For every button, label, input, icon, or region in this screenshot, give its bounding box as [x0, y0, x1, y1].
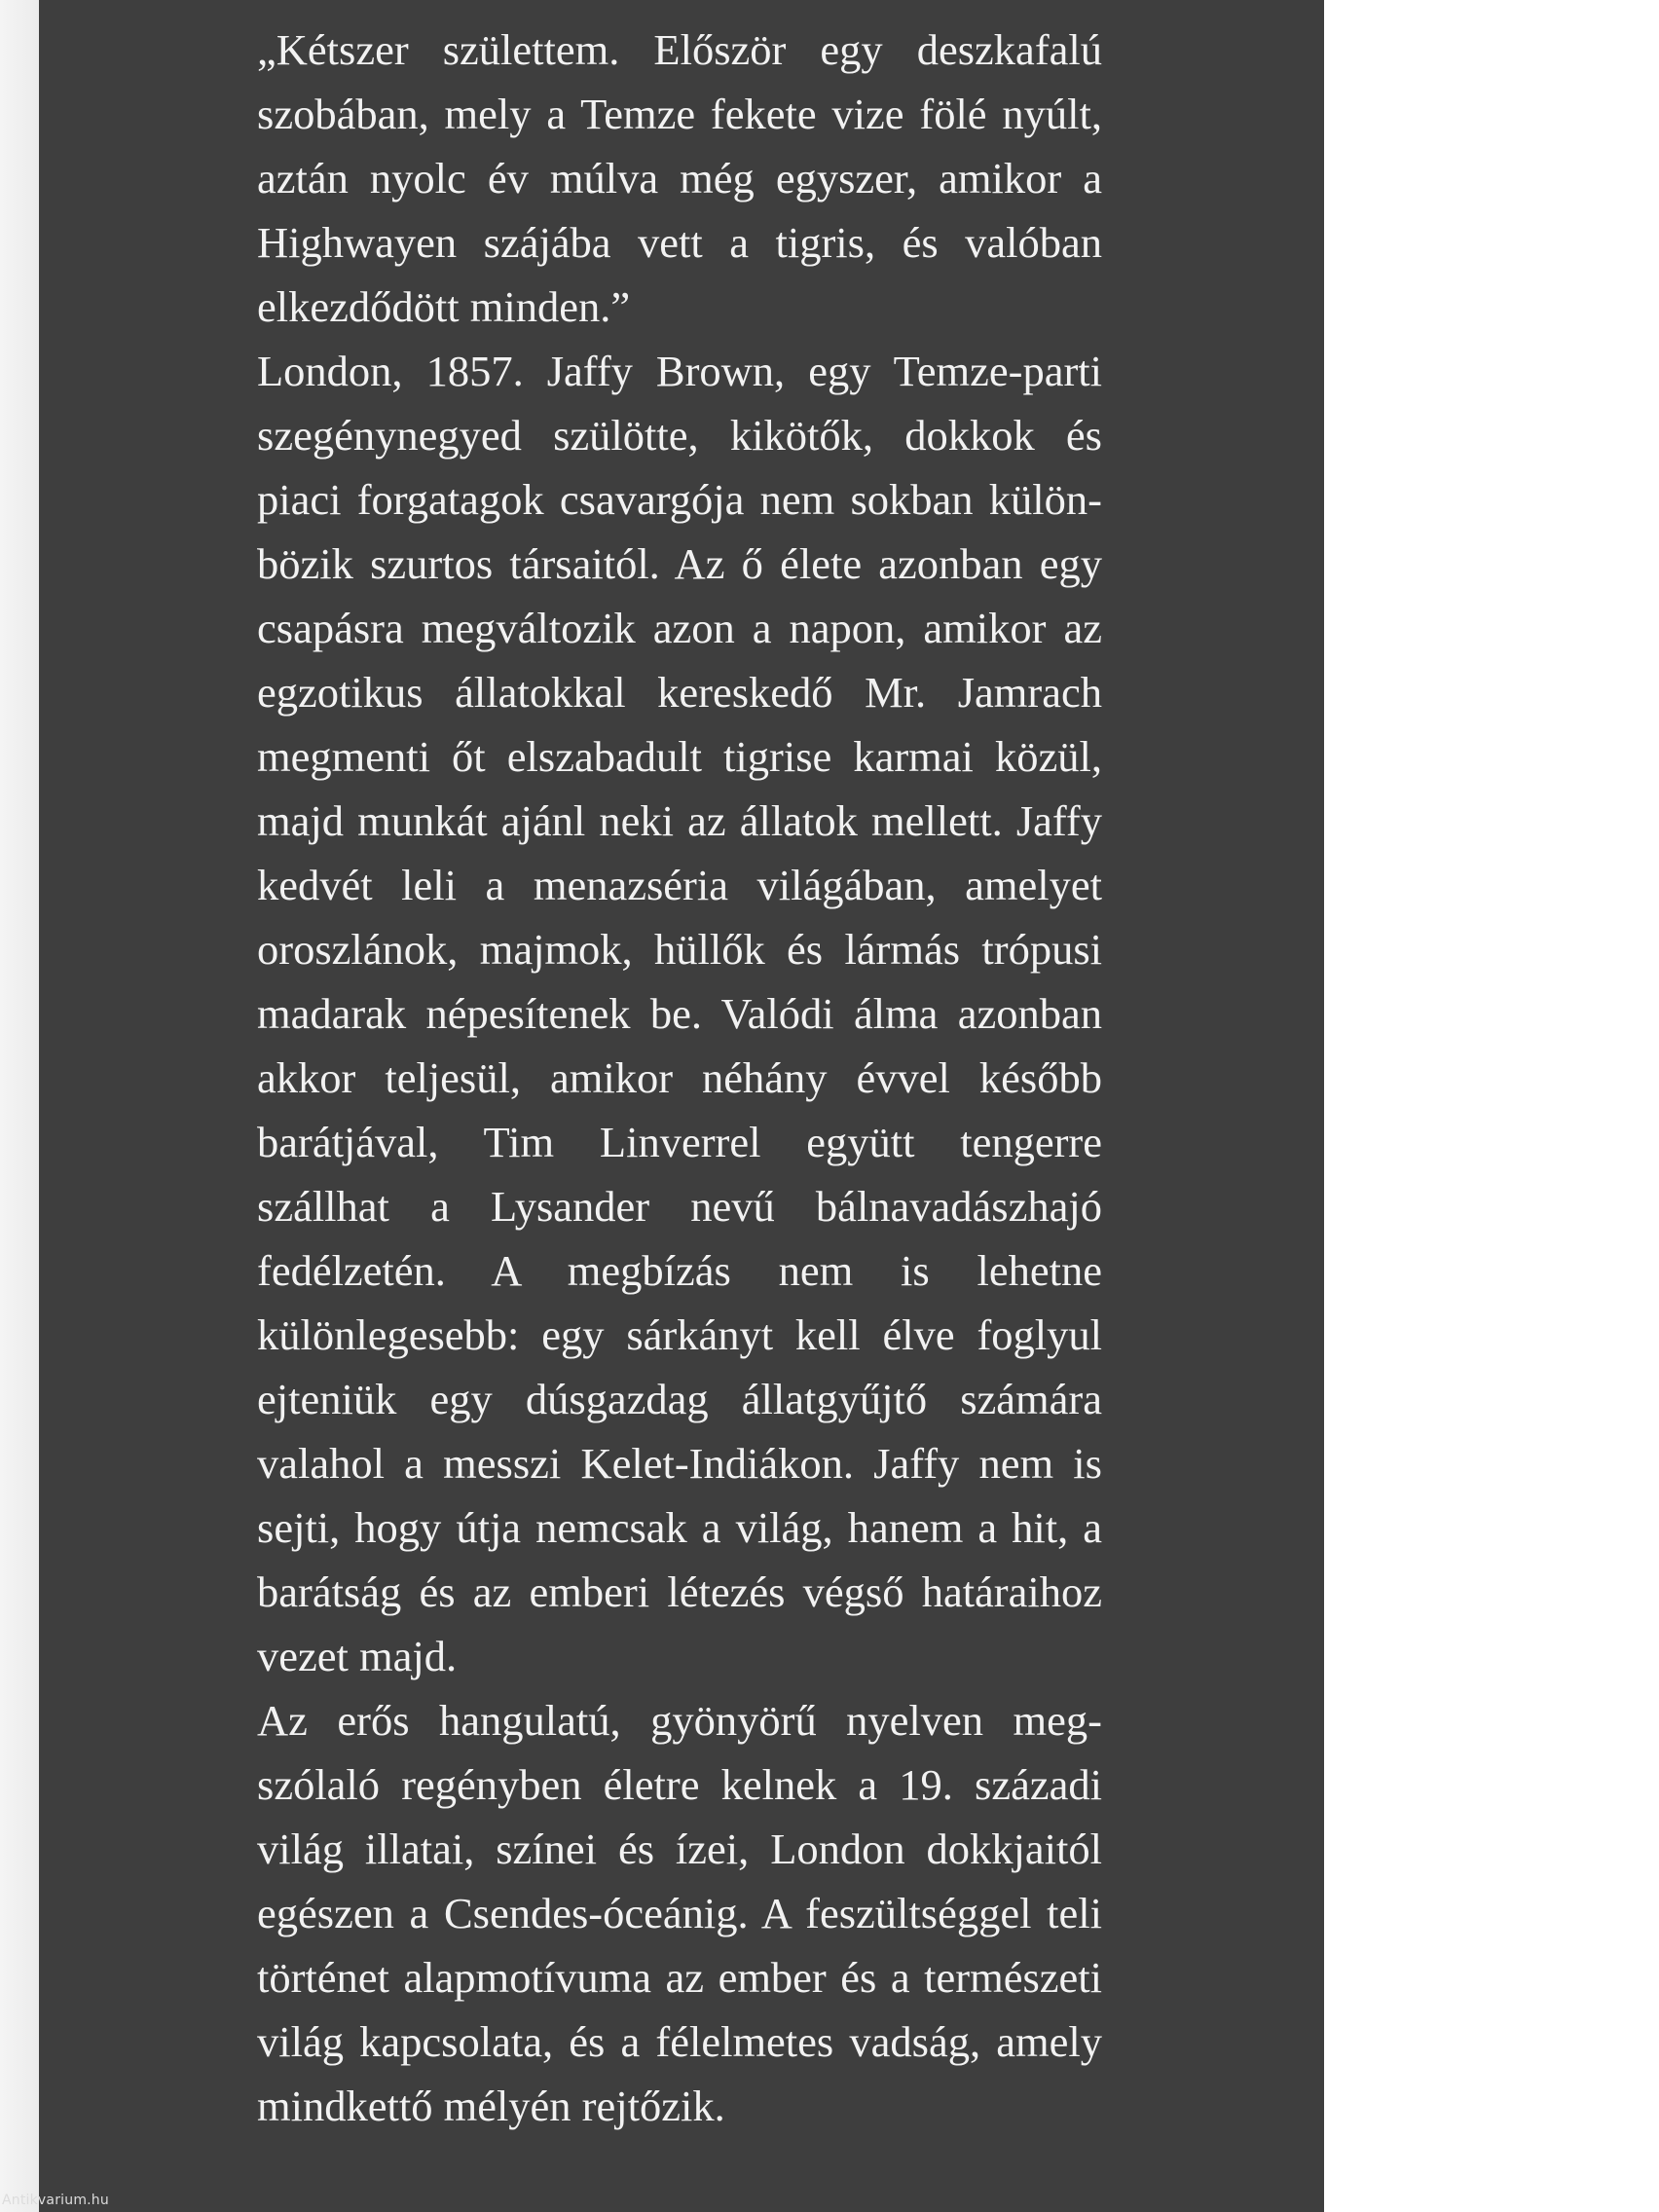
blurb-paragraph-1: London, 1857. Jaffy Brown, egy Temze-parti szegénynegyed szülötte, kikötők, dokkok és piaci forgatagok csavargója nem sokban különbözik szurtos társaitól. Az ő élete azonban egy csapásra megváltozik azon a napon, amikor az egzotikus állatokkal kereskedő Mr. Jamrach megmenti őt elszabadult tigrise karmai közül, majd munkát ajánl neki az állatok mellett. Jaffy kedvét leli a menazséria világában, amelyet oroszlánok, majmok, hüllők és lármás trópusi madarak népesítenek be. Valódi álma azonban akkor teljesül, amikor néhány évvel később barátjával, Tim Linverrel együtt tengerre szállhat a Lysander nevű bálnavadászhajó fedélzetén. A megbízás nem is lehetne különlegesebb: egy sárkányt kell élve foglyul ejteniük egy dúsgazdag állatgyűjtő számára valahol a messzi Kelet-Indiákon. Jaffy nem is sejti, hogy útja nemcsak a világ, hanem a hit, a barátság és az emberi létezés végső határaihoz vezet majd. [257, 347, 1102, 1680]
watermark-label: Antikvarium.hu [2, 2193, 109, 2208]
page-left-edge [0, 0, 39, 2212]
blurb-text-block [257, 18, 1102, 2138]
opening-quote: „Kétszer születtem. Először egy deszkafalú szobában, mely a Temze fekete vize fölé nyúlt, aztán nyolc év múlva még egyszer, amikor a Highwayen szájába vett a tigris, és valóban elkezdődött minden.” [257, 25, 1102, 331]
blurb-paragraph-2: Az erős hangulatú, gyönyörű nyelven megszólaló regényben életre kelnek a 19. századi világ illatai, színei és ízei, London dokkjaitól egészen a Csendes-óceánig. A feszültséggel teli történet alapmotívuma az ember és a természeti világ kapcsolata, és a félelmetes vadság, amely mindkettő mélyén rejtőzik. [257, 1696, 1102, 2130]
